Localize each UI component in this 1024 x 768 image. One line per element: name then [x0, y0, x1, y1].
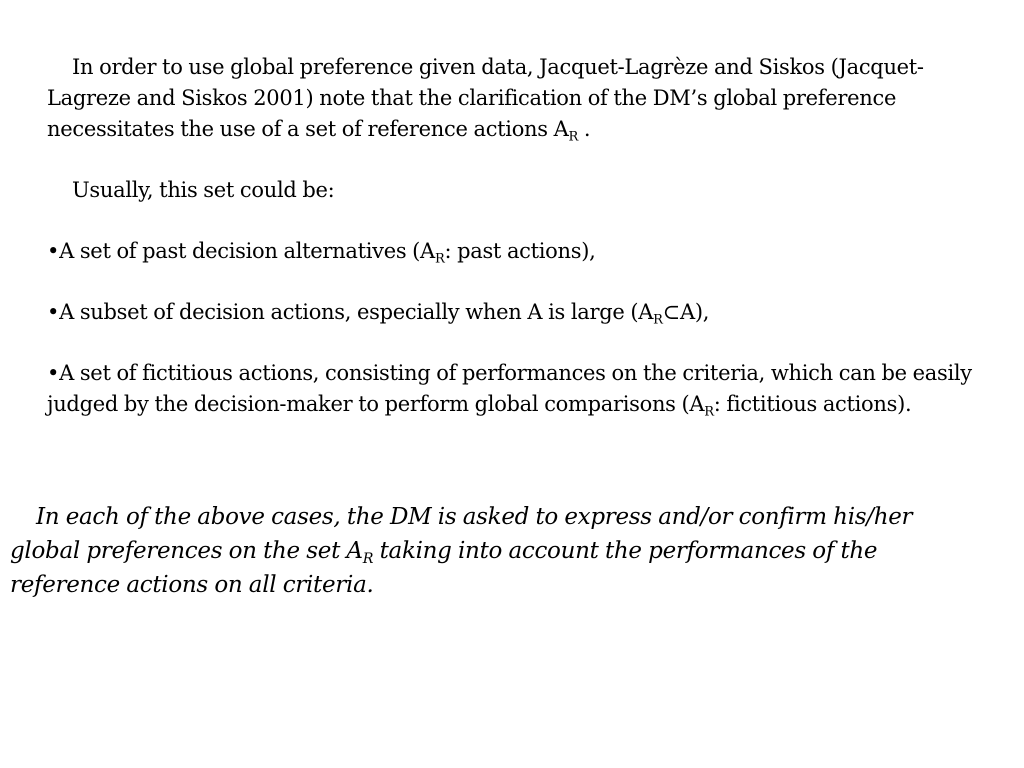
bullet-text: A set of fictitious actions, consisting of performances on the criteria, which can be easily judged by the decision-maker to perform global comparisons (A [47, 361, 972, 416]
bullet-text: A subset of decision actions, especially when A is large (A [59, 300, 654, 324]
conclusion-subscript: R [362, 550, 374, 567]
usually-paragraph [47, 175, 977, 206]
bullet-subscript: R [704, 404, 714, 420]
slide-body [47, 52, 977, 420]
bullet-item-subset-actions [47, 297, 977, 328]
intro-text: In order to use global preference given data, Jacquet-Lagrèze and Siskos (Jacquet-Lagreze and Siskos 2001) note that the clarification of the DM’s global preference necessitates the use of a set of reference actions A [47, 55, 924, 141]
bullet-item-past-actions [47, 236, 977, 267]
conclusion-text: In each of the above cases, the DM is asked to express and/or confirm his/her global preferences on the set A [10, 504, 913, 564]
bullet-text-tail: : past actions), [444, 239, 596, 263]
usually-text: Usually, this set could be: [72, 178, 335, 202]
bullet-marker: • [47, 300, 60, 324]
intro-tail: . [578, 117, 591, 141]
bullet-marker: • [47, 361, 60, 385]
intro-paragraph [47, 52, 977, 145]
conclusion-paragraph [10, 500, 970, 602]
bullet-marker: • [47, 239, 60, 263]
conclusion-text-tail: taking into account the performances of the reference actions on all criteria. [10, 538, 878, 598]
bullet-item-fictitious-actions [47, 358, 977, 420]
bullet-subscript: R [434, 251, 445, 267]
bullet-text-tail: ⊂A), [662, 300, 710, 324]
bullet-subscript: R [653, 312, 663, 328]
intro-subscript: R [568, 129, 579, 145]
bullet-text-tail: : fictitious actions). [713, 392, 912, 416]
bullet-text: A set of past decision alternatives (A [59, 239, 435, 263]
